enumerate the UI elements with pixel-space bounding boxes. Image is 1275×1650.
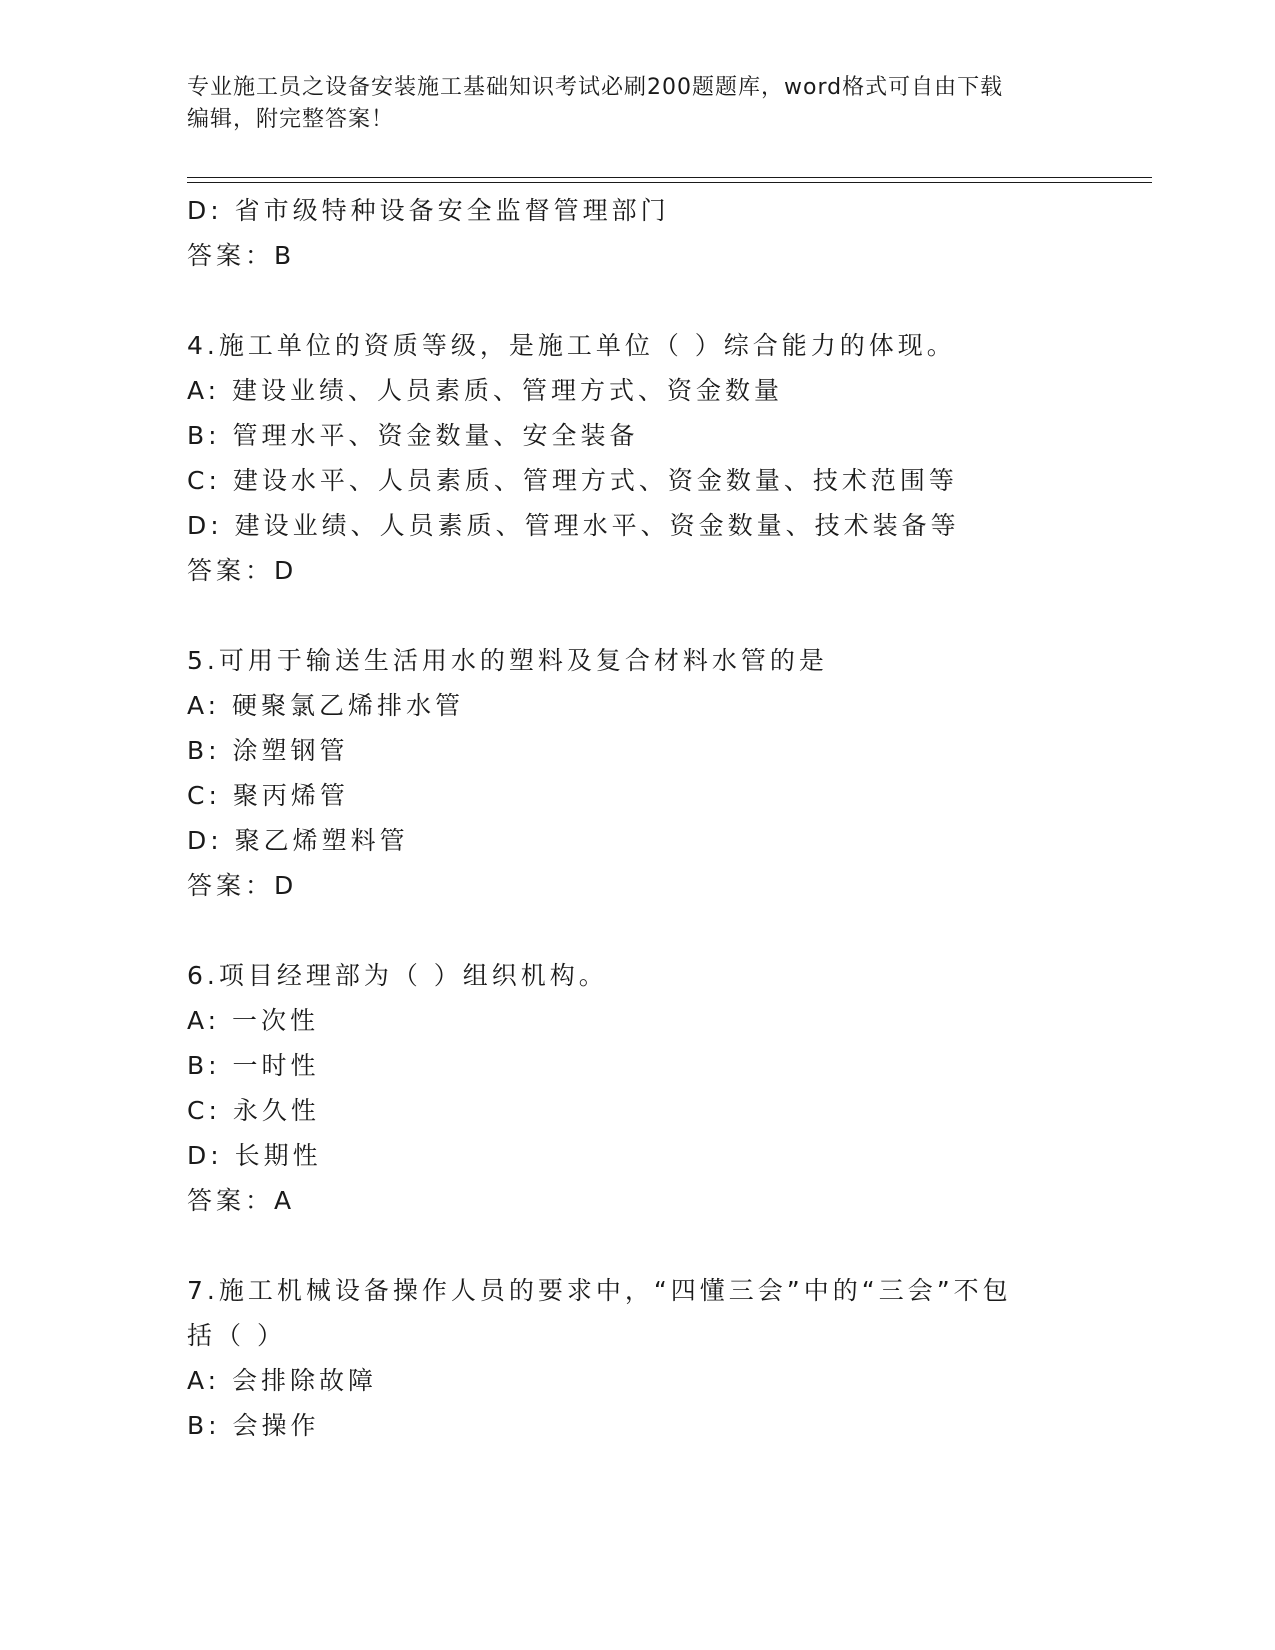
spacer [187, 278, 1087, 323]
spacer [187, 1223, 1087, 1268]
option-c: C: 建设水平、人员素质、管理方式、资金数量、技术范围等 [187, 466, 958, 495]
question-6 [187, 953, 1087, 1223]
question-4 [187, 323, 1087, 593]
option-a: A: 硬聚氯乙烯排水管 [187, 691, 465, 720]
option-b: B: 涂塑钢管 [187, 736, 349, 765]
question-stem: 6.项目经理部为（ ）组织机构。 [187, 961, 608, 990]
option-b: B: 管理水平、资金数量、安全装备 [187, 421, 639, 450]
question-list [187, 188, 1087, 1448]
option-a: A: 一次性 [187, 1006, 320, 1035]
option-d: D: 省市级特种设备安全监督管理部门 [187, 196, 670, 225]
answer-line: 答案：D [187, 556, 298, 585]
option-c: C: 永久性 [187, 1096, 320, 1125]
option-a: A: 会排除故障 [187, 1366, 378, 1395]
spacer [187, 908, 1087, 953]
question-stem-line-2: 括（ ） [187, 1321, 286, 1350]
question-stem-line-1: 7.施工机械设备操作人员的要求中，“四懂三会”中的“三会”不包 [187, 1276, 1012, 1305]
option-c: C: 聚丙烯管 [187, 781, 349, 810]
header-divider-bottom [187, 182, 1152, 183]
option-b: B: 一时性 [187, 1051, 320, 1080]
question-stem: 4.施工单位的资质等级，是施工单位（ ）综合能力的体现。 [187, 331, 956, 360]
option-d: D: 长期性 [187, 1141, 322, 1170]
answer-line: 答案：B [187, 241, 296, 270]
option-b: B: 会操作 [187, 1411, 320, 1440]
question-stem: 5.可用于输送生活用水的塑料及复合材料水管的是 [187, 646, 828, 675]
spacer [187, 593, 1087, 638]
question-7 [187, 1268, 1087, 1448]
header-divider-top [187, 177, 1152, 178]
header-title-line-2: 编辑，附完整答案！ [187, 107, 395, 132]
answer-line: 答案：D [187, 871, 298, 900]
page-header [187, 72, 1087, 136]
header-title-line-1: 专业施工员之设备安装施工基础知识考试必刷200题题库，word格式可自由下载 [187, 75, 1004, 100]
question-5 [187, 638, 1087, 908]
answer-line: 答案：A [187, 1186, 296, 1215]
option-d: D: 聚乙烯塑料管 [187, 826, 409, 855]
option-d: D: 建设业绩、人员素质、管理水平、资金数量、技术装备等 [187, 511, 960, 540]
option-a: A: 建设业绩、人员素质、管理方式、资金数量 [187, 376, 784, 405]
question-3-tail [187, 188, 1087, 278]
